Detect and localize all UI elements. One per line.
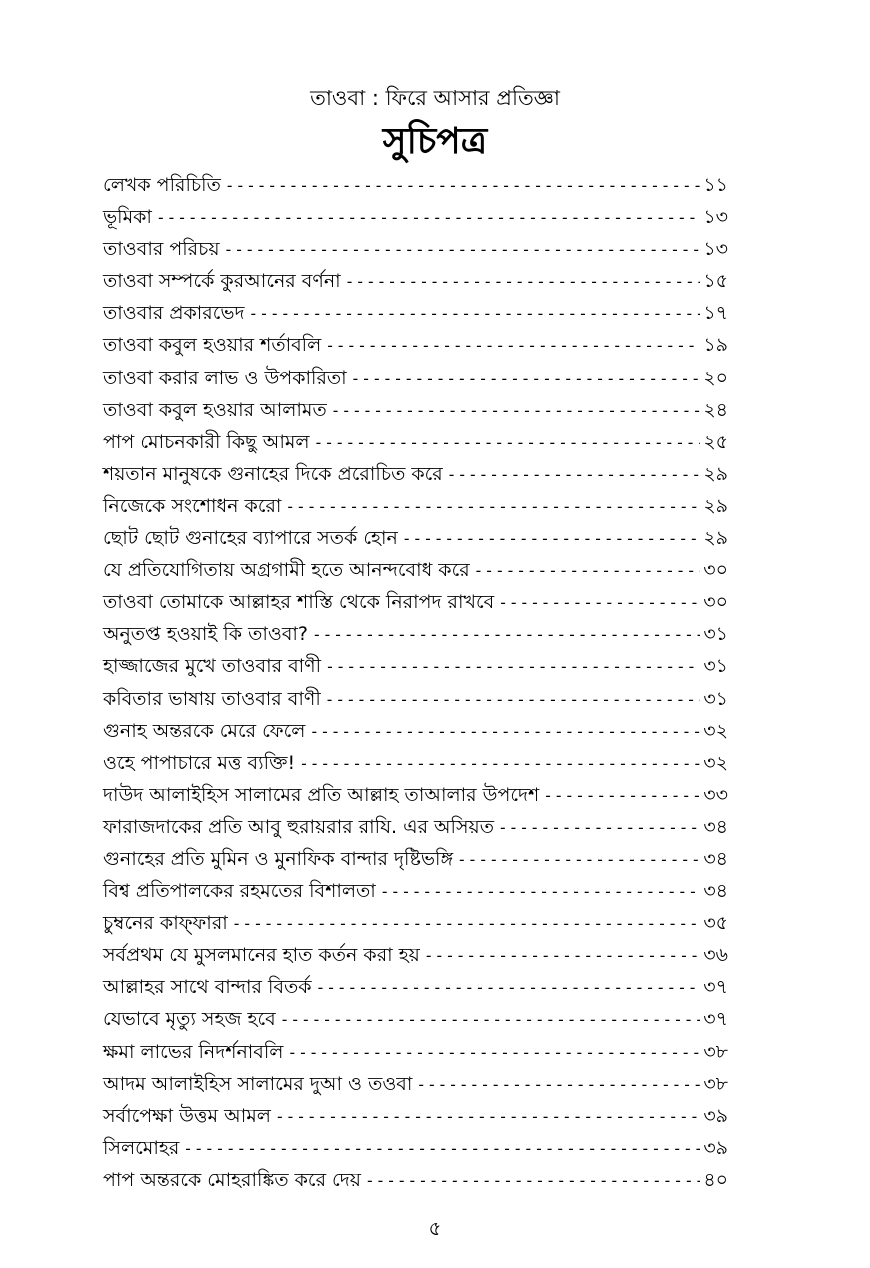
toc-entry-title: সর্বাপেক্ষা উত্তম আমল	[103, 1104, 271, 1127]
toc-entry-title: আদম আলাইহিস সালামের দুআ ও তওবা	[103, 1072, 413, 1095]
dot-leader	[498, 587, 700, 619]
dot-leader	[457, 844, 700, 876]
toc-page-number: ৩০	[703, 559, 728, 582]
toc-entry-title: গুনাহের প্রতি মুমিন ও মুনাফিক বান্দার দৃষ্টিভঙ্গি	[103, 847, 454, 870]
toc-entry	[103, 458, 728, 490]
dot-leader	[249, 298, 701, 330]
toc-entry	[103, 329, 728, 361]
toc-entry-title: তাওবা কবুল হওয়ার শর্তাবলি	[103, 334, 322, 357]
page-title: সুচিপত্র	[382, 121, 488, 162]
toc-entry	[103, 490, 728, 522]
toc-page-number: ৩৪	[703, 880, 728, 903]
toc-entry	[103, 1100, 728, 1132]
dot-leader	[447, 459, 701, 491]
toc-entry-title: চুম্বনের কাফ্ফারা	[103, 912, 228, 935]
toc-entry-title: আল্লাহর সাথে বান্দার বিতর্ক	[103, 976, 312, 999]
dot-leader	[224, 234, 701, 266]
toc-page-number: ১৯	[703, 334, 728, 357]
dot-leader	[498, 812, 700, 844]
toc-page-number: ২৯	[703, 527, 728, 550]
toc-entry	[103, 618, 728, 650]
toc-entry-title: তাওবা সম্পর্কে কুরআনের বর্ণনা	[103, 270, 341, 293]
toc-entry	[103, 1036, 728, 1068]
toc-entry-title: তাওবা তোমাকে আল্লাহর শাস্তি থেকে নিরাপদ রাখবে	[103, 591, 495, 614]
toc-entry-title: যে প্রতিযোগিতায় অগ্রগামী হতে আনন্দবোধ করে	[103, 559, 470, 582]
toc-entry-title: ক্ষমা লাভের নিদর্শনাবলি	[103, 1040, 284, 1063]
toc-entry	[103, 650, 728, 682]
toc-entry-title: তাওবা করার লাভ ও উপকারিতা	[103, 366, 347, 389]
dot-leader	[183, 1133, 700, 1165]
toc-entry-title: দাউদ আলাইহিস সালামের প্রতি আল্লাহ তাআলার উপদেশ	[103, 783, 540, 806]
toc-entry	[103, 362, 728, 394]
running-head: তাওবা : ফিরে আসার প্রতিজ্ঞা	[310, 86, 560, 110]
toc-page-number: ১৫	[703, 270, 728, 293]
toc-entry	[103, 811, 728, 843]
dot-leader	[325, 651, 700, 683]
toc-page-number: ২৯	[703, 494, 728, 517]
toc-page-number: ৩৩	[703, 783, 728, 806]
toc-page-number: ১৩	[703, 206, 728, 229]
toc-page-number: ২৯	[703, 462, 728, 485]
dot-leader	[225, 170, 700, 202]
toc-page-number: ৩৪	[703, 847, 728, 870]
toc-page-number: ৩১	[703, 687, 728, 710]
toc-page-number: ১১	[703, 174, 728, 196]
toc-page-number: ৩৯	[703, 1136, 728, 1159]
dot-leader	[351, 363, 701, 395]
page-number: ৫	[428, 1216, 442, 1240]
toc-entry	[103, 586, 728, 618]
toc-entry	[103, 779, 728, 811]
dot-leader	[402, 523, 700, 555]
toc-entry	[103, 683, 728, 715]
toc-page-number: ১৭	[703, 302, 728, 325]
dot-leader	[424, 940, 700, 972]
toc-entry-title: পাপ মোচনকারী কিছু আমল	[103, 430, 310, 453]
toc-entry-title: তাওবার প্রকারভেদ	[103, 302, 245, 325]
toc-entry	[103, 394, 728, 426]
dot-leader	[287, 1037, 700, 1069]
toc-entry-title: কবিতার ভাষায় তাওবার বাণী	[103, 687, 321, 710]
toc-entry	[103, 265, 728, 297]
toc-entry	[103, 522, 728, 554]
dot-leader	[416, 1069, 700, 1101]
toc-entry	[103, 1003, 728, 1035]
toc-page-number: ৩৪	[703, 815, 728, 838]
dot-leader	[299, 748, 700, 780]
toc-page-number: ৩২	[703, 719, 728, 742]
toc-entry	[103, 939, 728, 971]
dot-leader	[309, 716, 700, 748]
toc-entry-title: নিজেকে সংশোধন করো	[103, 494, 282, 517]
dot-leader	[314, 427, 701, 459]
toc-entry-title: সর্বপ্রথম যে মুসলমানের হাত কর্তন করা হয়	[103, 944, 420, 967]
toc-page-number: ২৫	[703, 430, 728, 453]
dot-leader	[380, 876, 701, 908]
toc-entry	[103, 747, 728, 779]
dot-leader	[543, 780, 700, 812]
toc-entry	[103, 169, 728, 201]
toc-entry	[103, 907, 728, 939]
toc-page-number: ৩৮	[703, 1072, 728, 1095]
toc-entry	[103, 875, 728, 907]
toc-page-number: ৩৮	[703, 1040, 728, 1063]
toc-entry-title: অনুতপ্ত হওয়াই কি তাওবা?	[103, 623, 308, 646]
toc-entry-title: হাজ্জাজের মুখে তাওবার বাণী	[103, 655, 322, 678]
dot-leader	[312, 619, 700, 651]
toc-entry	[103, 1068, 728, 1100]
toc-entry-title: যেভাবে মৃত্যু সহজ হবে	[103, 1008, 276, 1031]
toc-entry-title: তাওবা কবুল হওয়ার আলামত	[103, 398, 327, 421]
toc-page-number: ২৪	[703, 398, 728, 421]
toc-entry-title: লেখক পরিচিতি	[103, 174, 221, 196]
toc-entry-title: গুনাহ অন্তরকে মেরে ফেলে	[103, 719, 306, 742]
toc-entry-title: ছোট ছোট গুনাহের ব্যাপারে সতর্ক হোন	[103, 527, 398, 550]
toc-entry-title: সিলমোহর	[103, 1136, 180, 1159]
toc-entry	[103, 971, 728, 1003]
toc-entry-title: বিশ্ব প্রতিপালকের রহমতের বিশালতা	[103, 880, 376, 903]
toc-entry-title: ফারাজদাকের প্রতি আবু হুরায়রার রাযি. এর অসিয়ত	[103, 815, 494, 838]
dot-leader	[316, 972, 701, 1004]
toc-entry	[103, 297, 728, 329]
dot-leader	[325, 684, 701, 716]
dot-leader	[325, 330, 700, 362]
dot-leader	[331, 395, 701, 427]
toc-entry-title: তাওবার পরিচয়	[103, 238, 220, 261]
toc-page-number: ৩৭	[703, 976, 728, 999]
toc-page-number: ৩১	[703, 655, 728, 678]
dot-leader	[474, 555, 701, 587]
toc-entry	[103, 715, 728, 747]
dot-leader	[280, 1004, 701, 1036]
toc-entry	[103, 1132, 728, 1164]
toc-entry	[103, 426, 728, 458]
toc-entry-title: পাপ অন্তরকে মোহরাঙ্কিত করে দেয়	[103, 1168, 361, 1191]
toc-page-number: ৩৭	[703, 1008, 728, 1031]
dot-leader	[275, 1101, 700, 1133]
dot-leader	[345, 266, 701, 298]
toc-page-number: ৪০	[703, 1168, 728, 1191]
toc-entry-title: ভূমিকা	[103, 206, 152, 229]
toc-entry	[103, 843, 728, 875]
toc-entry-title: শয়তান মানুষকে গুনাহের দিকে প্ররোচিত করে	[103, 462, 443, 485]
table-of-contents	[103, 169, 728, 1196]
toc-entry	[103, 201, 728, 233]
toc-page-number: ৩২	[703, 751, 728, 774]
dot-leader	[156, 202, 700, 234]
toc-page-number: ৩৫	[703, 912, 728, 935]
toc-page-number: ৩১	[703, 623, 728, 646]
toc-page-number: ১৩	[703, 238, 728, 261]
toc-entry-title: ওহে পাপাচারে মত্ত ব্যক্তি!	[103, 751, 296, 774]
toc-page-number: ৩৬	[703, 944, 728, 967]
dot-leader	[365, 1165, 700, 1197]
toc-page-number: ৩০	[703, 591, 728, 614]
dot-leader	[232, 908, 701, 940]
toc-page-number: ৩৯	[703, 1104, 728, 1127]
toc-entry	[103, 554, 728, 586]
toc-entry	[103, 1164, 728, 1196]
toc-entry	[103, 233, 728, 265]
toc-page-number: ২০	[703, 366, 728, 389]
dot-leader	[285, 491, 700, 523]
